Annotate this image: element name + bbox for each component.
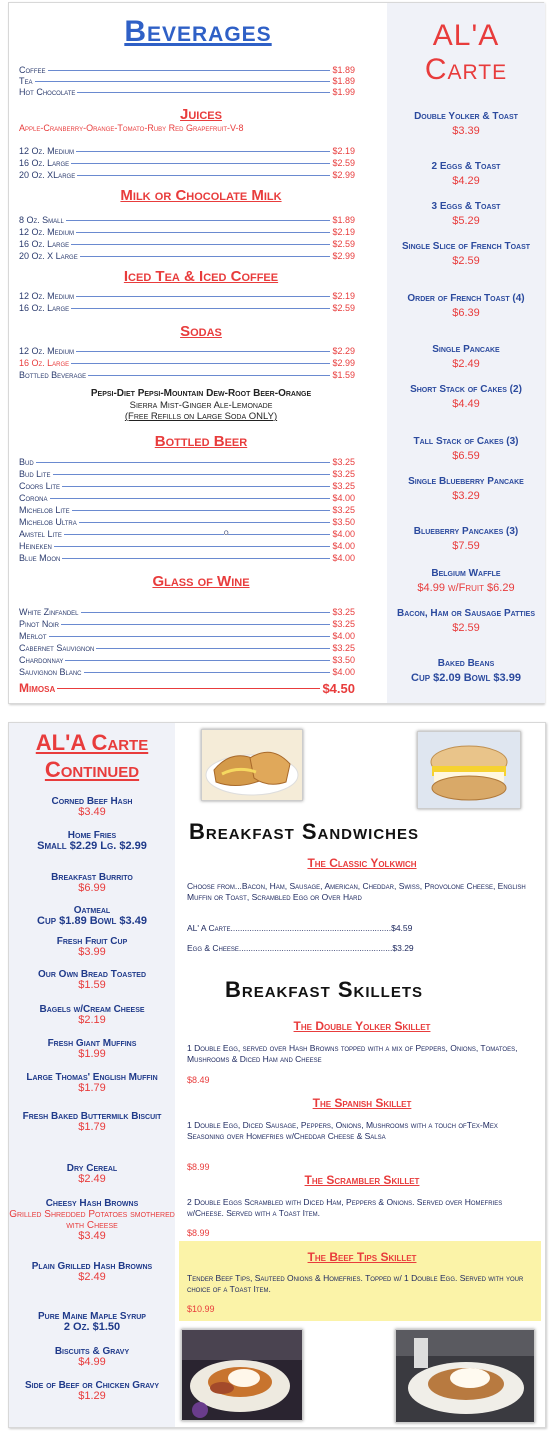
item-name: Home Fries [67, 830, 117, 841]
menu-row: 12 Oz. Medium $2.19 [19, 146, 355, 156]
item-name: 3 Eggs & Toast [431, 201, 501, 212]
item-price: Cup $1.89 Bowl $3.49 [37, 915, 147, 927]
item-price: Cup $2.09 Bowl $3.99 [411, 672, 521, 684]
continued-title-line1: AL'A Carte [35, 730, 149, 755]
item-name: Fresh Giant Muffins [47, 1038, 137, 1049]
menu-row: 16 Oz. Large $2.59 [19, 303, 355, 313]
item-price: $4.49 [452, 398, 480, 410]
skillet-name: The Scrambler Skillet [304, 1173, 420, 1187]
bottled-beer-heading: Bottled Beer [154, 433, 248, 450]
menu-row: Hot Chocolate $1.99 [19, 87, 355, 97]
skillet-photo-right [395, 1329, 535, 1423]
continued-item [9, 1346, 175, 1368]
item-name: Our Own Bread Toasted [38, 969, 146, 980]
alacarte-item [387, 201, 545, 227]
item-name: Breakfast Burrito [51, 872, 133, 883]
item-price: $3.99 [78, 946, 106, 958]
item-price: $1.79 [78, 1121, 106, 1133]
menu-row: Michelob Ultra $3.50 [19, 517, 355, 527]
alacarte-item [387, 161, 545, 187]
menu-row: Sauvignon Blanc $4.00 [19, 667, 355, 677]
item-name: Belgium Waffle [431, 568, 501, 579]
menu-row: Pinot Noir $3.25 [19, 619, 355, 629]
breakfast-skillets-title: Breakfast Skillets [225, 977, 424, 1002]
item-price: $1.29 [78, 1390, 106, 1402]
menu-row: 12 Oz. Medium $2.19 [19, 291, 355, 301]
item-price: $2.49 [78, 1173, 106, 1185]
juices-heading: Juices [180, 106, 222, 123]
item-name: Cheesy Hash Browns [45, 1198, 139, 1209]
item-name: Fresh Fruit Cup [56, 936, 128, 947]
alacarte-item [387, 111, 545, 137]
menu-row: 16 Oz. Large $2.99 [19, 358, 355, 368]
continued-item [9, 1163, 175, 1185]
item-price: $1.59 [78, 979, 106, 991]
item-name: Fresh Baked Buttermilk Biscuit [22, 1111, 162, 1122]
continued-item [9, 905, 175, 927]
yolkwich-alacarte-row: AL' A Carte....................................................................$4.59 [187, 923, 413, 933]
menu-row: Blue Moon $4.00 [19, 553, 355, 563]
skillet-description: 1 Double Egg, served over Hash Browns topped with a mix of Peppers, Onions, Tomatoes, Mushrooms & Diced Ham and Cheese [187, 1043, 518, 1064]
item-price: $3.49 [78, 806, 106, 818]
item-price: Small $2.29 Lg. $2.99 [37, 840, 147, 852]
menu-row: 12 Oz. Medium $2.29 [19, 346, 355, 356]
item-price: $4.29 [452, 175, 480, 187]
beverages-title: Beverages [124, 15, 272, 48]
item-name: Double Yolker & Toast [414, 111, 518, 122]
menu-row: Tea $1.89 [19, 76, 355, 86]
item-name: Biscuits & Gravy [54, 1346, 130, 1357]
continued-item [9, 1198, 175, 1242]
alacarte-item [387, 384, 545, 410]
continued-item [9, 969, 175, 991]
menu-row: Corona $4.00 [19, 493, 355, 503]
alacarte-title-line2: Carte [424, 53, 508, 86]
continued-item [9, 1380, 175, 1402]
wine-heading: Glass of Wine [152, 573, 250, 590]
grilled-sandwich-photo [201, 729, 303, 801]
skillet-description: 1 Double Egg, Diced Sausage, Peppers, Onions, Mushrooms with a touch ofTex-Mex Seasoning over Homefries w/Cheddar Cheese & Salsa [187, 1120, 498, 1141]
menu-row: 20 Oz. XLarge $2.99 [19, 170, 355, 180]
menu-row: Coors Lite $3.25 [19, 481, 355, 491]
item-price: $5.29 [452, 215, 480, 227]
item-price: $2.49 [452, 358, 480, 370]
item-price: 2 Oz. $1.50 [63, 1321, 121, 1333]
breakfast-page [8, 722, 546, 1428]
skillet-price: $8.99 [187, 1228, 210, 1238]
item-price: $2.59 [452, 255, 480, 267]
beverages-page [8, 2, 544, 704]
item-price: $3.49 [78, 1230, 106, 1242]
item-price: $4.99 [78, 1356, 106, 1368]
skillet-name: The Double Yolker Skillet [293, 1019, 431, 1033]
item-name: Corned Beef Hash [51, 796, 133, 807]
item-price: $7.59 [452, 540, 480, 552]
continued-item [9, 796, 175, 818]
yolkwich-egg-cheese-row: Egg & Cheese.................................................................$3.29 [187, 943, 414, 953]
item-description: Grilled Shredded Potatoes smothered with Cheese [9, 1209, 175, 1231]
item-name: Single Slice of French Toast [401, 241, 531, 252]
item-name: Oatmeal [73, 905, 111, 916]
alacarte-item [387, 526, 545, 552]
skillet-name: The Beef Tips Skillet [307, 1250, 417, 1264]
continued-item [9, 1261, 175, 1283]
continued-item [9, 1111, 175, 1133]
item-price: $6.39 [452, 307, 480, 319]
skillet-description: Tender Beef Tips, Sauteed Onions & Homefries. Topped w/ 1 Double Egg. Served with your choice of a Toast Item. [187, 1273, 524, 1294]
alacarte-item [387, 658, 545, 684]
alacarte-item [387, 476, 545, 502]
item-name: Dry Cereal [66, 1163, 118, 1174]
milk-heading: Milk or Chocolate Milk [120, 187, 282, 204]
item-name: Pure Maine Maple Syrup [38, 1311, 146, 1322]
line-marker: o [223, 527, 229, 537]
item-price: $6.59 [452, 450, 480, 462]
item-name: Single Blueberry Pancake [408, 476, 524, 487]
item-name: Plain Grilled Hash Browns [31, 1261, 153, 1272]
item-name: Single Pancake [432, 344, 500, 355]
continued-item [9, 872, 175, 894]
alacarte-item [387, 344, 545, 370]
continued-item [9, 936, 175, 958]
item-name: Side of Beef or Chicken Gravy [24, 1380, 160, 1391]
egg-muffin-photo [417, 731, 521, 809]
menu-row: White Zinfandel $3.25 [19, 607, 355, 617]
skillet-name: The Spanish Skillet [312, 1096, 412, 1110]
menu-row: 20 Oz. X Large $2.99 [19, 251, 355, 261]
alacarte-item [387, 608, 545, 634]
sodas-heading: Sodas [180, 323, 222, 340]
menu-row: 16 Oz. Large $2.59 [19, 158, 355, 168]
alacarte-continued-column [9, 723, 175, 1427]
item-price: $2.49 [78, 1271, 106, 1283]
item-name: Short Stack of Cakes (2) [410, 384, 522, 395]
menu-row: 16 Oz. Large $2.59 [19, 239, 355, 249]
alacarte-item [387, 293, 545, 319]
alacarte-column [387, 3, 545, 703]
continued-item [9, 1311, 175, 1333]
alacarte-item [387, 568, 545, 594]
alacarte-title-line1: AL'A [432, 19, 500, 52]
skillet-price: $8.99 [187, 1162, 210, 1172]
menu-row: Bud Lite $3.25 [19, 469, 355, 479]
continued-item [9, 1038, 175, 1060]
item-price: $4.99 w/Fruit $6.29 [417, 582, 515, 594]
item-name: Bagels w/Cream Cheese [39, 1004, 145, 1015]
continued-title-line2: Continued [44, 757, 140, 782]
mimosa-row: Mimosa $4.50 [19, 680, 355, 696]
item-price: $6.99 [78, 882, 106, 894]
skillet-price: $8.49 [187, 1075, 210, 1085]
menu-row: Bottled Beverage $1.59 [19, 370, 355, 380]
item-name: Bacon, Ham or Sausage Patties [397, 608, 535, 619]
item-name: 2 Eggs & Toast [431, 161, 501, 172]
item-price: $2.59 [452, 622, 480, 634]
item-price: $3.39 [452, 125, 480, 137]
soda-flavors-line1: Pepsi-Diet Pepsi-Mountain Dew-Root Beer-Orange [90, 388, 312, 399]
skillet-photo-left [181, 1329, 303, 1421]
soda-flavors-line2: Sierra Mist-Ginger Ale-Lemonade [129, 400, 273, 411]
menu-row: Michelob Lite $3.25 [19, 505, 355, 515]
continued-item [9, 1072, 175, 1094]
menu-row: Chardonnay $3.50 [19, 655, 355, 665]
item-name: Baked Beans [437, 658, 495, 669]
continued-item [9, 830, 175, 852]
item-name: Large Thomas' English Muffin [26, 1072, 158, 1083]
menu-row: Merlot $4.00 [19, 631, 355, 641]
menu-row: 12 Oz. Medium $2.19 [19, 227, 355, 237]
menu-row: Cabernet Sauvignon $3.25 [19, 643, 355, 653]
classic-yolkwich-heading: The Classic Yolkwich [307, 856, 417, 870]
iced-tea-heading: Iced Tea & Iced Coffee [123, 268, 279, 285]
juice-flavors: Apple-Cranberry-Orange-Tomato-Ruby Red Grapefruit-V-8 [19, 123, 244, 133]
beverages-column [9, 3, 387, 703]
menu-row: Coffee $1.89 [19, 65, 355, 75]
item-price: $2.19 [78, 1014, 106, 1026]
item-price: $1.79 [78, 1082, 106, 1094]
alacarte-item [387, 241, 545, 267]
item-price: $3.29 [452, 490, 480, 502]
menu-row: Heineken $4.00 [19, 541, 355, 551]
item-name: Tall Stack of Cakes (3) [413, 436, 519, 447]
yolkwich-description: Choose from...Bacon, Ham, Sausage, American, Cheddar, Swiss, Provolone Cheese, English Muffin or Toast, Scrambled Egg or Over Hard [187, 881, 526, 902]
skillet-price: $10.99 [187, 1304, 215, 1314]
menu-row: Amstel Lite o $4.00 [19, 527, 355, 539]
skillet-description: 2 Double Eggs Scrambled with Diced Ham, Peppers & Onions. Served over Homefries w/Cheese. Served with a Toast Item. [187, 1197, 503, 1218]
alacarte-item [387, 436, 545, 462]
item-name: Blueberry Pancakes (3) [413, 526, 519, 537]
free-refill-note: (Free Refills on Large Soda ONLY) [124, 411, 278, 422]
item-name: Order of French Toast (4) [407, 293, 525, 304]
item-price: $1.99 [78, 1048, 106, 1060]
menu-row: 8 Oz. Small $1.89 [19, 215, 355, 225]
menu-row: Bud $3.25 [19, 457, 355, 467]
continued-item [9, 1004, 175, 1026]
breakfast-sandwiches-title: Breakfast Sandwiches [189, 819, 420, 844]
